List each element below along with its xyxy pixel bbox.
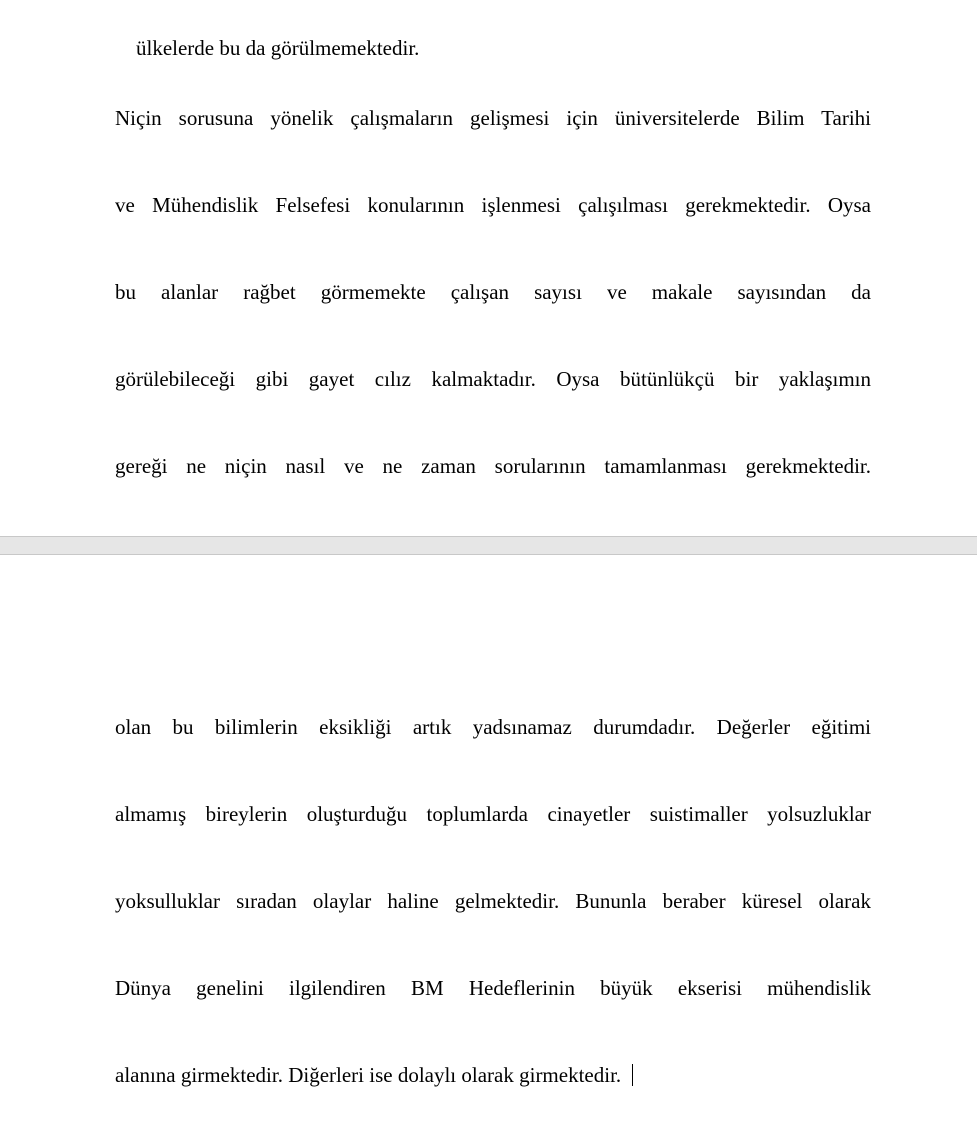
paragraph-2-last-line-text: alanına girmektedir. Diğerleri ise dolaylı olarak girmektedir. <box>115 1063 627 1087</box>
paragraph-1-last-line: ülkelerde bu da görülmemektedir. <box>136 36 420 60</box>
paragraph-2-line: olan bu bilimlerin eksikliği artık yadsınamaz durumdadır. Değerler eğitimi <box>115 715 871 739</box>
text-cursor <box>632 1064 633 1086</box>
paragraph-2-line: bu alanlar rağbet görmemekte çalışan sayısı ve makale sayısından da <box>115 280 871 304</box>
paragraph-2-line: Niçin sorusuna yönelik çalışmaların gelişmesi için üniversitelerde Bilim Tarihi <box>115 106 871 130</box>
paragraph-2-line: görülebileceği gibi gayet cılız kalmaktadır. Oysa bütünlükçü bir yaklaşımın <box>115 367 871 391</box>
paragraph-2-line: ve Mühendislik Felsefesi konularının işlenmesi çalışılması gerekmektedir. Oysa <box>115 193 871 217</box>
paragraph-2-line: almamış bireylerin oluşturduğu toplumlarda cinayetler suistimaller yolsuzluklar <box>115 802 871 826</box>
next-page[interactable] <box>0 555 977 703</box>
clipped-previous-line <box>105 0 871 3</box>
paragraph-2-line: yoksulluklar sıradan olaylar haline gelmektedir. Bununla beraber küresel olarak <box>115 889 871 913</box>
paragraph-2-line: gereği ne niçin nasıl ve ne zaman sorularının tamamlanması gerekmektedir. <box>115 454 871 478</box>
page-break-gap <box>0 536 977 555</box>
paragraph-2-last-line <box>115 1061 871 1090</box>
paragraph-2-line: Dünya genelini ilgilendiren BM Hedeflerinin büyük ekserisi mühendislik <box>115 976 871 1000</box>
